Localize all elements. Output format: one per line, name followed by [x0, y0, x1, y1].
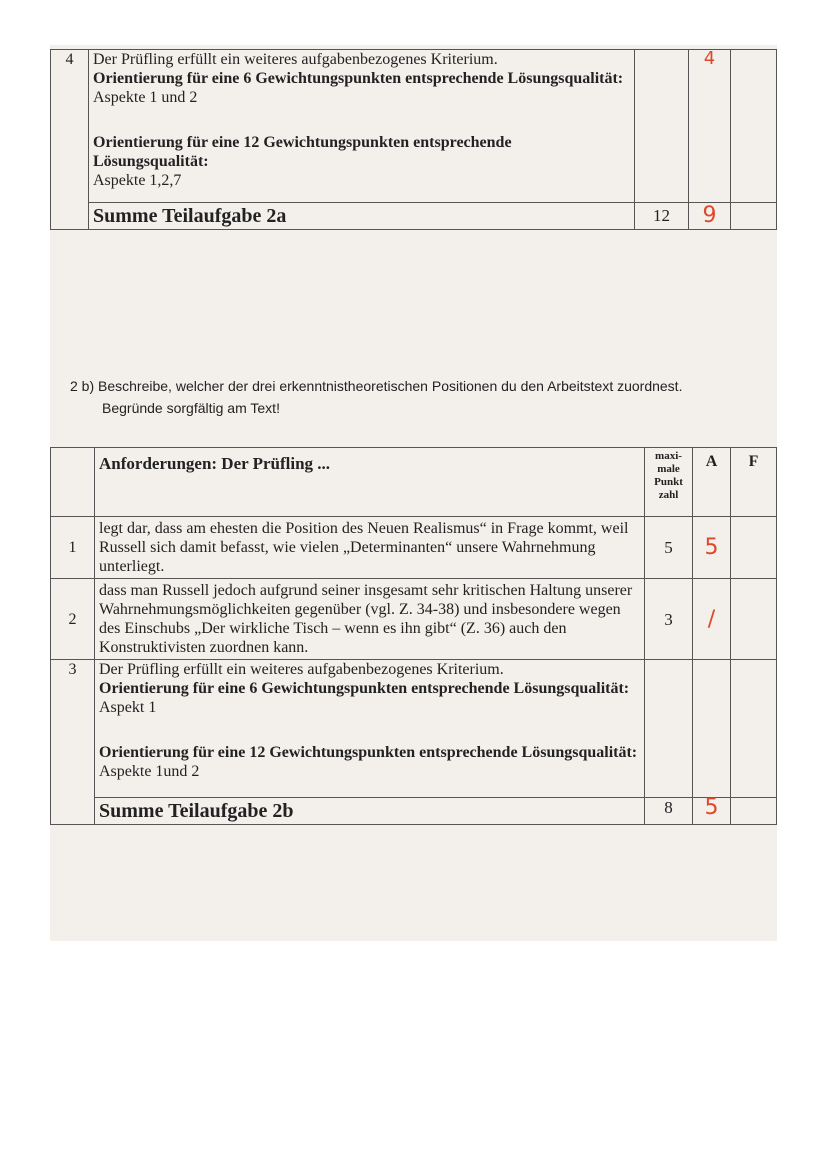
row-number: 1 — [51, 517, 95, 579]
criterion-text: legt dar, dass am ehesten die Position des Neuen Realismus“ in Frage kommt, weil Russell sich damit befasst, wie vielen „Determinanten“ unsere Wahrnehmung unterliegt. — [95, 517, 645, 579]
score-a: 5 — [693, 517, 731, 579]
sum-score-a: 5 — [693, 798, 731, 825]
orientation-12-aspects: Aspekte 1,2,7 — [93, 172, 182, 189]
table-row — [51, 203, 777, 230]
table-2b — [50, 447, 777, 825]
table-row — [51, 798, 777, 825]
orientation-6-aspects: Aspekt 1 — [99, 699, 157, 716]
row-number: 4 — [51, 50, 89, 203]
task-prompt-line2: Begründe sorgfältig am Text! — [102, 400, 280, 416]
max-points-header: maxi- male Punkt zahl — [645, 448, 693, 517]
max-points: 5 — [645, 517, 693, 579]
row-number: 2 — [51, 579, 95, 660]
row-number: 3 — [51, 660, 95, 798]
task-prompt-line1: 2 b) Beschreibe, welcher der drei erkenntnistheoretischen Positionen du den Arbeitstext zuordnest. — [70, 378, 683, 394]
task-prompt — [70, 375, 770, 419]
score-a: 4 — [689, 50, 731, 203]
criterion-text: dass man Russell jedoch aufgrund seiner insgesamt sehr kritischen Haltung unserer Wahrnehmungsmöglichkeiten gegenüber (vgl. Z. 34-38) und insbesondere wegen des Einschubs „Der wirkliche Tisch – wenn es ihn gibt“ (Z. 36) auch den Konstruktivisten zuordnen kann. — [95, 579, 645, 660]
sum-label: Summe Teilaufgabe 2b — [95, 798, 645, 825]
score-a — [693, 660, 731, 798]
table-2a — [50, 49, 777, 230]
orientation-6-aspects: Aspekte 1 und 2 — [93, 89, 198, 106]
orientation-12-title: Orientierung für eine 12 Gewichtungspunkten entsprechende Lösungsqualität: — [93, 134, 512, 170]
scanned-page — [50, 45, 777, 941]
sum-label: Summe Teilaufgabe 2a — [89, 203, 635, 230]
sum-max-points: 12 — [635, 203, 689, 230]
score-a: / — [693, 579, 731, 660]
orientation-6-title: Orientierung für eine 6 Gewichtungspunkten entsprechende Lösungsqualität: — [99, 680, 630, 697]
orientation-12-title: Orientierung für eine 12 Gewichtungspunkten entsprechende Lösungsqualität: — [99, 744, 638, 761]
sum-max-points: 8 — [645, 798, 693, 825]
max-points-cell — [635, 50, 689, 203]
table-row — [51, 660, 777, 798]
orientation-6-title: Orientierung für eine 6 Gewichtungspunkten entsprechende Lösungsqualität: — [93, 70, 624, 87]
table-row — [51, 579, 777, 660]
table-header-row — [51, 448, 777, 517]
criterion-text — [89, 50, 635, 203]
criterion-text — [95, 660, 645, 798]
max-points — [645, 660, 693, 798]
criterion-line: Der Prüfling erfüllt ein weiteres aufgabenbezogenes Kriterium. — [93, 51, 498, 68]
col-a-header: A — [693, 448, 731, 517]
max-points: 3 — [645, 579, 693, 660]
requirements-header: Anforderungen: Der Prüfling ... — [95, 448, 645, 517]
score-f — [731, 50, 777, 203]
sum-score-a: 9 — [689, 203, 731, 230]
table-row — [51, 50, 777, 203]
criterion-line: Der Prüfling erfüllt ein weiteres aufgabenbezogenes Kriterium. — [99, 661, 504, 678]
col-f-header: F — [731, 448, 777, 517]
table-row — [51, 517, 777, 579]
orientation-12-aspects: Aspekte 1und 2 — [99, 763, 200, 780]
